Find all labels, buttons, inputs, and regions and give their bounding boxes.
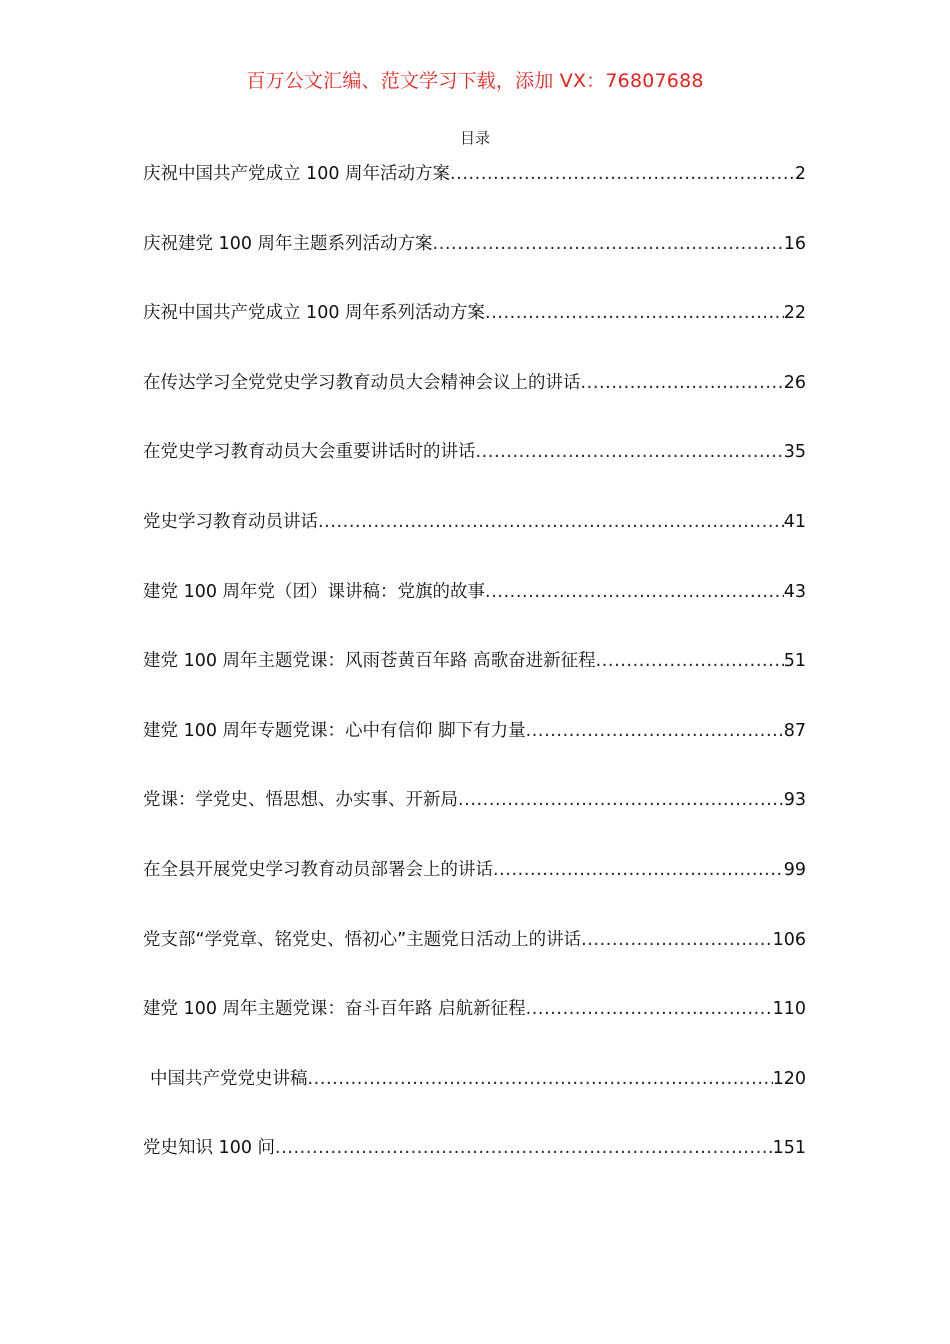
toc-entry-page: 16 xyxy=(783,233,806,254)
toc-entry-page: 120 xyxy=(772,1068,806,1089)
toc-dot-leader xyxy=(458,786,784,814)
toc-entry[interactable] xyxy=(143,508,806,578)
toc-entry[interactable] xyxy=(143,1134,806,1204)
toc-entry-page: 51 xyxy=(783,651,806,672)
toc-entry-title: 中国共产党党史讲稿 xyxy=(150,1068,308,1089)
toc-entry[interactable] xyxy=(143,1065,806,1135)
toc-entry-title: 党史知识 100 问 xyxy=(143,1138,276,1159)
toc-title: 目录 xyxy=(459,129,490,147)
toc-dot-leader xyxy=(275,1134,773,1162)
toc-entry[interactable] xyxy=(143,856,806,926)
toc-entry-title: 庆祝中国共产党成立 100 周年活动方案 xyxy=(143,164,451,184)
toc-entry[interactable] xyxy=(143,647,806,717)
toc-entry[interactable] xyxy=(143,926,806,996)
toc-entry-page: 106 xyxy=(772,929,806,950)
toc-entry[interactable] xyxy=(143,299,806,369)
toc-entry-title: 庆祝建党 100 周年主题系列活动方案 xyxy=(143,233,433,254)
toc-entry-title: 建党 100 周年主题党课：风雨苍黄百年路 高歌奋进新征程 xyxy=(143,651,596,672)
toc-entry-page: 87 xyxy=(783,720,806,741)
toc-entry-title: 党支部“学党章、铭党史、悟初心”主题党日活动上的讲话 xyxy=(143,929,582,950)
toc-dot-leader xyxy=(308,1065,773,1093)
toc-entry[interactable] xyxy=(143,230,806,300)
toc-entry-page: 41 xyxy=(783,511,806,532)
toc-entry[interactable] xyxy=(143,369,806,439)
toc-dot-leader xyxy=(526,995,773,1023)
toc-dot-leader xyxy=(433,230,784,258)
table-of-contents xyxy=(143,160,806,1204)
toc-entry-page: 99 xyxy=(783,859,806,880)
toc-entry-page: 2 xyxy=(794,164,806,184)
toc-dot-leader xyxy=(493,856,784,884)
toc-dot-leader xyxy=(596,647,784,675)
toc-dot-leader xyxy=(581,926,772,954)
toc-entry-page: 26 xyxy=(783,372,806,393)
header-banner: 百万公文汇编、范文学习下载，添加 VX：76807688 xyxy=(246,70,704,92)
toc-entry-title: 建党 100 周年党（团）课讲稿：党旗的故事 xyxy=(143,581,486,602)
toc-dot-leader xyxy=(581,369,784,397)
toc-entry-title: 建党 100 周年专题党课：心中有信仰 脚下有力量 xyxy=(143,720,526,741)
toc-entry-title: 在全县开展党史学习教育动员部署会上的讲话 xyxy=(143,859,493,880)
toc-entry-page: 151 xyxy=(772,1138,806,1159)
toc-entry[interactable] xyxy=(143,786,806,856)
toc-dot-leader xyxy=(485,299,784,327)
toc-entry-title: 庆祝中国共产党成立 100 周年系列活动方案 xyxy=(143,303,486,324)
toc-dot-leader xyxy=(485,578,784,606)
toc-entry[interactable] xyxy=(143,438,806,508)
toc-entry-title: 建党 100 周年主题党课：奋斗百年路 启航新征程 xyxy=(143,999,526,1020)
toc-dot-leader xyxy=(318,508,784,536)
toc-entry-title: 在传达学习全党党史学习教育动员大会精神会议上的讲话 xyxy=(143,372,581,393)
toc-entry-title: 党课：学党史、悟思想、办实事、开新局 xyxy=(143,790,458,811)
toc-entry-page: 35 xyxy=(783,442,806,463)
toc-entry-page: 22 xyxy=(783,303,806,324)
toc-entry[interactable] xyxy=(143,578,806,648)
toc-entry-page: 93 xyxy=(783,790,806,811)
toc-entry-page: 43 xyxy=(783,581,806,602)
toc-dot-leader xyxy=(526,717,784,745)
toc-dot-leader xyxy=(476,438,784,466)
toc-entry[interactable] xyxy=(143,995,806,1065)
toc-entry[interactable] xyxy=(143,717,806,787)
toc-dot-leader xyxy=(450,160,795,188)
toc-entry[interactable] xyxy=(143,160,806,230)
toc-entry-page: 110 xyxy=(772,999,806,1020)
toc-entry-title: 在党史学习教育动员大会重要讲话时的讲话 xyxy=(143,442,476,463)
toc-entry-title: 党史学习教育动员讲话 xyxy=(143,511,318,532)
